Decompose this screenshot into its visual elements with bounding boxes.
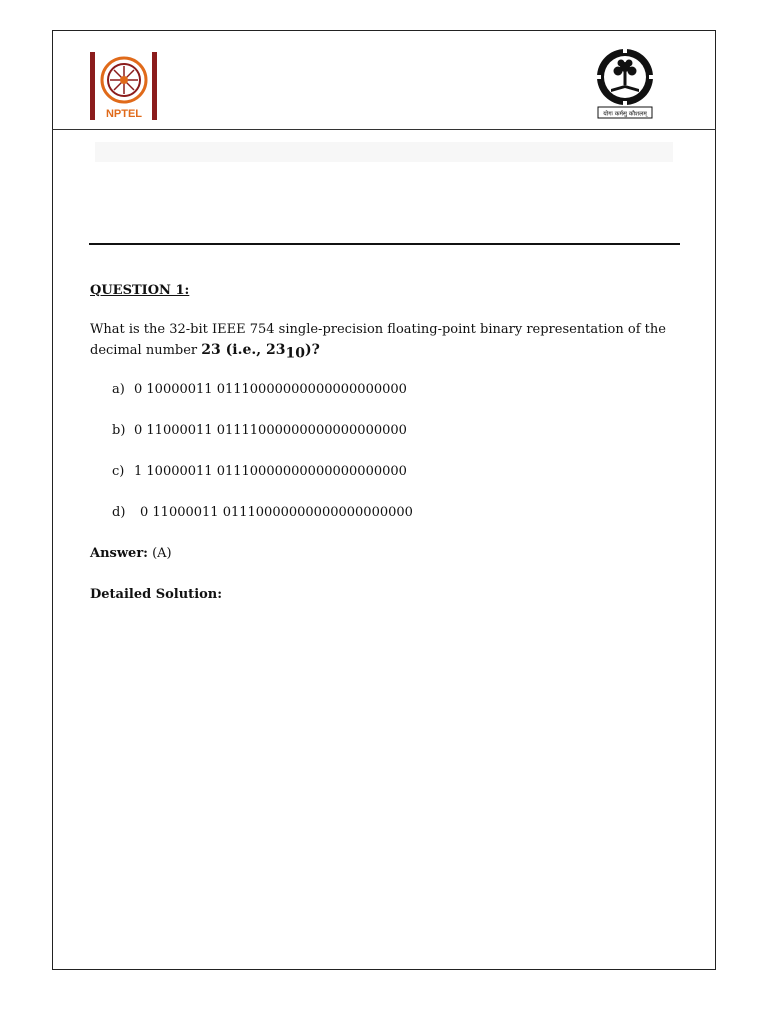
question-text: What is the 32-bit IEEE 754 single-precision floating-point binary representation of the decimal number 23 (i.e., $23_{10}$)? [90, 322, 666, 362]
option-d: d) 0 11000011 01110000000000000000000 [112, 504, 413, 520]
section-divider [89, 243, 680, 245]
svg-text:योगः कर्मसु कौशलम्: योगः कर्मसु कौशलम् [603, 110, 647, 118]
answer-value: (A) [147, 545, 172, 561]
iit-kharagpur-logo [594, 45, 656, 121]
option-a: a) 0 10000011 01110000000000000000000 [112, 381, 407, 397]
option-b: b) 0 11000011 01111000000000000000000 [112, 422, 407, 438]
question-content [90, 280, 680, 625]
option-c: c) 1 10000011 01110000000000000000000 [112, 463, 407, 479]
answer-options [90, 379, 680, 523]
nptel-logo [90, 52, 158, 122]
answer-line [90, 543, 680, 564]
answer-label: Answer: [90, 545, 148, 561]
svg-text:NPTEL: NPTEL [105, 108, 143, 120]
header-band [95, 142, 673, 162]
question-heading: QUESTION 1: [90, 283, 190, 298]
header-divider [52, 129, 716, 130]
detailed-solution-label: Detailed Solution: [90, 586, 223, 602]
